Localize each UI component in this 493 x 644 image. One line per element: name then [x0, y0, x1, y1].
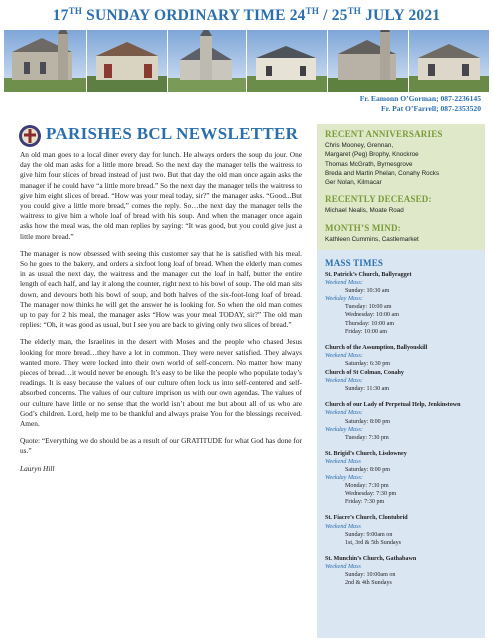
church-name: Church of St Colman, Conahy: [325, 370, 404, 377]
church-mass-block: [325, 271, 485, 336]
deceased-heading: RECENTLY DECEASED:: [325, 194, 432, 205]
mass-type-label: Weekend Mass:: [325, 410, 363, 417]
mass-time: Sunday: 11:30 am: [345, 386, 390, 393]
mass-time: Saturday: 8:00 pm: [345, 466, 391, 473]
mass-type-label: Weekday Mass:: [325, 296, 363, 303]
church-mass-block: [325, 401, 485, 441]
mass-type-label: Weekend Mass: [325, 458, 361, 465]
story-paragraph: The elderly man, the Israelites in the desert with Moses and the people who chased Jesus looking for more bread…they have a lot in common. They were never satisfied. They always wanted more. They were locked into their own world of self-concern. No matter how many pieces of bread…it would never be enough. It’s easy to be like the people who populate today’s readings. It is easy because the values of our culture often lock us into self-centered and self-absorbed concerns. The values of our culture imprison us with our own agendas. The values of our culture have little or no sense that the world isn’t about me but about all of us who are God’s children. Lord, help me to be thankful and always praise You for the blessings received. Amen.: [20, 337, 302, 429]
mass-time: Sunday: 9:00am on: [345, 531, 393, 538]
deceased-name: Michael Nealis, Moate Road: [325, 207, 404, 215]
main-article: [20, 150, 302, 481]
mass-type-label: Weekend Mass: [325, 523, 361, 530]
anniversary-name: Breda and Martin Phelan, Conahy Rocks: [325, 169, 440, 177]
story-paragraph: An old man goes to a local diner every day for lunch. He always orders the soup du jour. One day the old man asks for a little more bread. So the next day the manager tells the waitress to give him four slices of bread instead of just two. But that day the old man once again asks the manager if he could have “a little more bread.” So the next day the manager tells the waitress to give him eight slices of bread. “How was your meal today, sir?” the manager asks. “Good...But you could give a little more bread,” comes the reply. So…the next day the manager tells the waitress to give him a whole loaf of bread with his soup. And when the manager once again asks how the meal was, the old man replies by saying: “It was good, but you could give just a little more bread.”: [20, 150, 302, 241]
mass-time: Friday: 10:00 am: [345, 328, 387, 335]
church-name: St. Patrick’s Church, Ballyragget: [325, 272, 412, 278]
mass-time: Friday: 7:30 pm: [345, 499, 385, 506]
mass-time: 1st, 3rd & 5th Sundays: [345, 539, 402, 546]
mass-time: Wednesday: 7:30 pm: [345, 491, 397, 498]
churches-banner-image: [4, 30, 489, 92]
anniversary-name: Margaret (Peg) Brophy, Knockroe: [325, 151, 419, 159]
mass-type-label: Weekend Mass: [325, 563, 361, 570]
church-name: Church of our Lady of Perpetual Help, Jenkinstown: [325, 402, 461, 409]
anniversary-name: Chris Mooney, Grennan,: [325, 142, 394, 149]
church-mass-block: [325, 514, 485, 546]
churches-list: [317, 271, 485, 587]
anniversaries-list: [325, 141, 485, 187]
parish-logo-icon: [18, 124, 42, 148]
mass-time: Sunday: 10:00am on: [345, 572, 396, 578]
mass-type-label: Weekday Mass:: [325, 475, 363, 482]
mass-type-label: Weekend Mass:: [325, 378, 363, 385]
anniversary-name: Thomas McGrath, Byrnesgrove: [325, 160, 413, 168]
mass-time: Saturday: 6:30 pm: [345, 360, 391, 367]
church-name: St. Munchin’s Church, Gathabawn: [325, 555, 417, 562]
church-name: Church of the Assumption, Ballyouskill: [325, 344, 428, 351]
months-mind-name: Kathleen Cummins, Castlemarket: [325, 235, 419, 243]
church-name: St. Fiacre’s Church, Clontubrid: [325, 515, 408, 522]
quote-author: Lauryn Hill: [20, 463, 55, 473]
newsletter-title: PARISHES BCL NEWSLETTER: [46, 124, 299, 143]
church-mass-block: [325, 369, 485, 393]
anniversaries-heading: RECENT ANNIVERSARIES: [325, 129, 443, 139]
mass-times-panel: [317, 250, 485, 638]
quote-paragraph: Quote: “Everything we do should be as a result of our GRATITUDE for what God has done for us.”: [20, 436, 302, 456]
mass-type-label: Weekend Mass:: [325, 352, 363, 359]
story-paragraph: The manager is now obsessed with seeing this customer say that he is satisfied with his meal. So he goes to the bakery, and orders a sixfoot long loaf of bread. When the elderly man comes in as usual the next day, the waitress and the manager cut the loaf in half, butter the entire length of each half, and lay it along the counter, right next to his bowl of soup. The old man sits down, and devours both his bowl of soup, and both halves of the six-foot-long loaf of bread. The manager now thinks he will get the answer he is looking for. So when the old man comes up to pay for 2 his meal, the manager asks “How was your meal TODAY, sir?” The old man replies: “Oh, it was good as usual, but I see you are back to giving only two slices of bread.”: [20, 248, 302, 330]
mass-time: Monday: 7:30 pm: [345, 483, 389, 490]
mass-time: Tuesday: 7:30 pm: [345, 434, 389, 441]
mass-time: Thursday: 10:00 am: [345, 320, 395, 327]
church-name: St. Brigid’s Church, Lisdowney: [325, 450, 407, 457]
anniversary-name: Ger Nolan, Kilmacar: [325, 179, 382, 187]
priest-contact: Fr. Eamonn O’Gorman; 087-2236145: [359, 94, 481, 103]
months-mind-heading: MONTH’S MIND:: [325, 222, 401, 233]
bulletin-title: 17TH SUNDAY ORDINARY TIME 24TH / 25TH JULY 2021: [52, 6, 441, 25]
mass-time: Saturday: 8:00 pm: [345, 418, 391, 425]
church-mass-block: [325, 555, 485, 587]
mass-time: Tuesday: 10:00 am: [345, 304, 392, 311]
priests-contacts: [360, 94, 481, 114]
mass-time: Sunday: 10:30 am: [345, 288, 390, 295]
mass-type-label: Weekend Mass:: [325, 280, 363, 287]
mass-time: Wednesday: 10:00 am: [345, 312, 400, 319]
priest-contact: Fr. Pat O’Farrell; 087-2353520: [381, 104, 481, 113]
mass-type-label: Weekday Mass:: [325, 426, 363, 433]
church-mass-block: [325, 450, 485, 507]
mass-times-heading: MASS TIMES: [325, 258, 384, 268]
mass-time: 2nd & 4th Sundays: [345, 580, 392, 587]
church-mass-block: [325, 344, 485, 368]
notices-panel: [317, 124, 485, 254]
